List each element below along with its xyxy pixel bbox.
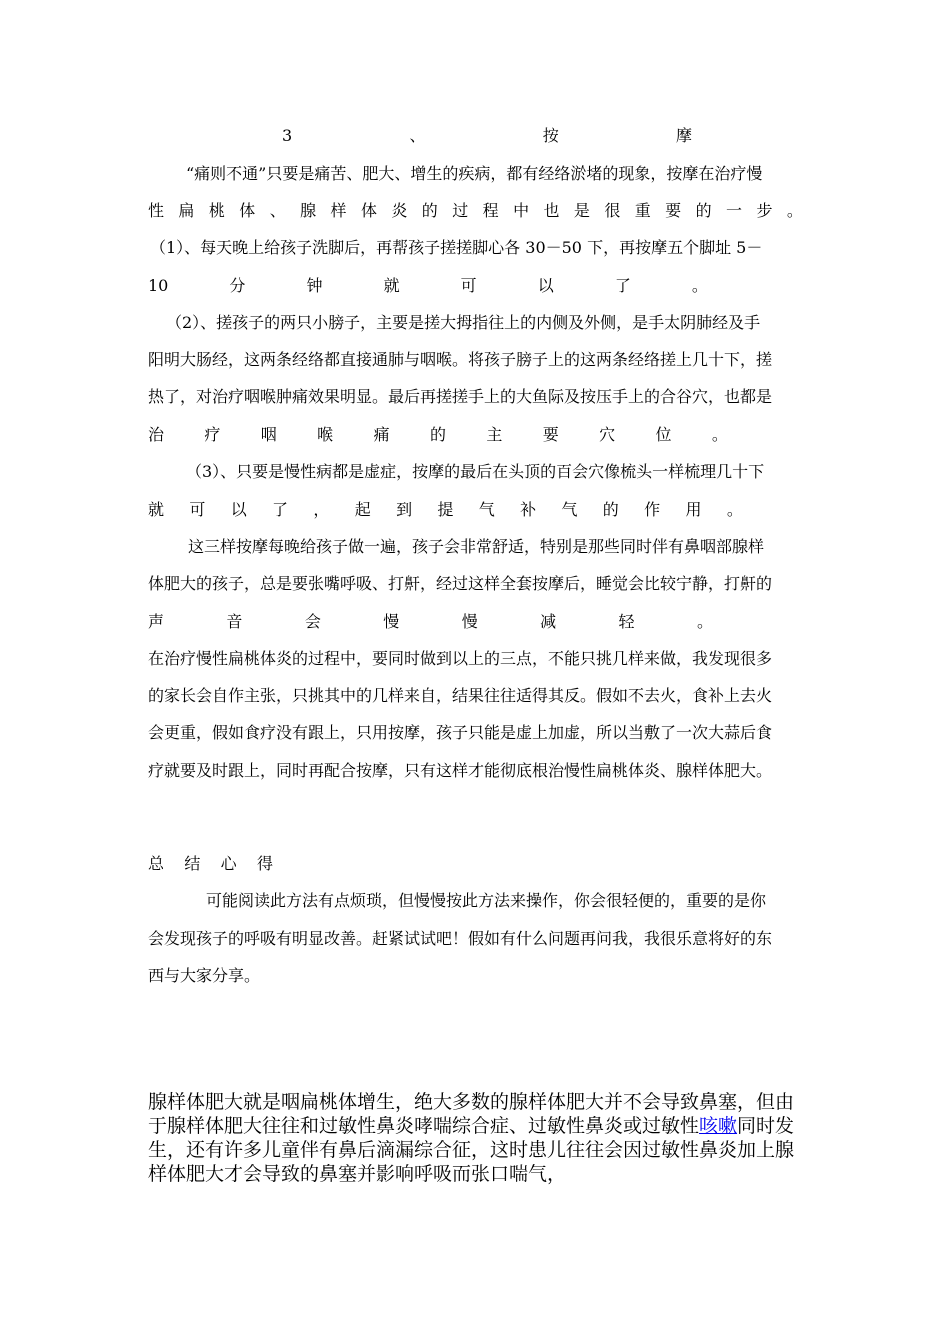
text-char: 一 [726, 201, 743, 220]
paragraph-line: （2）、搓孩子的两只小膀子，主要是搓大拇指往上的内侧及外侧，是手太阴肺经及手 [166, 313, 761, 332]
text-char: 。 [726, 500, 743, 519]
text-char: 分 [229, 276, 246, 295]
section-heading [282, 126, 692, 146]
text-char: 会 [304, 612, 321, 631]
text-char: 用 [685, 500, 702, 519]
text-char: 得 [256, 854, 273, 873]
paragraph-line: 体肥大的孩子，总是要张嘴呼吸、打鼾，经过这样全套按摩后，睡觉会比较宁静，打鼾的 [148, 574, 773, 593]
text-char: 了 [614, 276, 631, 295]
paragraph-line: “痛则不通”只要是痛苦、肥大、增生的疾病，都有经络淤堵的现象，按摩在治疗慢 [186, 164, 763, 183]
text-char: 以 [230, 500, 247, 519]
text-char: 按 [542, 126, 559, 145]
paragraph-line: 腺样体肥大就是咽扁桃体增生，绝大多数的腺样体肥大并不会导致鼻塞，但由 [148, 1091, 795, 1113]
text-char: 补 [520, 500, 537, 519]
text-char: 到 [396, 500, 413, 519]
paragraph-line: 西与大家分享。 [148, 966, 261, 985]
text-char: 声 [148, 612, 165, 631]
paragraph-line [148, 612, 713, 632]
paragraph-line [148, 1114, 803, 1138]
text-char: 慢 [383, 612, 400, 631]
text-char: 样 [330, 201, 347, 220]
paragraph-line: （1）、每天晚上给孩子洗脚后，再帮孩子搓搓脚心各 30－50 下，再按摩五个脚址 5－ [150, 238, 763, 257]
text-char: 过 [452, 201, 469, 220]
text-char: 程 [482, 201, 499, 220]
text-char: 钟 [306, 276, 323, 295]
text-char: 性 [148, 201, 165, 220]
text-char: 以 [537, 276, 554, 295]
text-char: 疗 [204, 425, 221, 444]
text-char: 音 [226, 612, 243, 631]
paragraph-line: 阳明大肠经，这两条经络都直接通肺与咽喉。将孩子膀子上的这两条经络搓上几十下，搓 [148, 350, 773, 369]
text-char: 治 [148, 425, 165, 444]
text-char: 咽 [260, 425, 277, 444]
text-char: 主 [486, 425, 503, 444]
text-char: 结 [184, 854, 201, 873]
text-char: 轻 [618, 612, 635, 631]
text-char: 很 [604, 201, 621, 220]
text-char: 、 [269, 201, 286, 220]
text-char: 气 [561, 500, 578, 519]
paragraph-line: 可能阅读此方法有点烦琐，但慢慢按此方法来操作，你会很轻便的，重要的是你 [206, 891, 767, 910]
text-char: 了 [272, 500, 289, 519]
paragraph-line: 会发现孩子的呼吸有明显改善。赶紧试试吧！假如有什么问题再问我，我很乐意将好的东 [148, 929, 773, 948]
text-char: 位 [655, 425, 672, 444]
text-char: 起 [354, 500, 371, 519]
paragraph-line [148, 201, 803, 221]
text-char: 桃 [208, 201, 225, 220]
cough-link[interactable]: 咳嗽 [699, 1115, 738, 1137]
text-char: 的 [602, 500, 619, 519]
paragraph-line: 这三样按摩每晚给孩子做一遍，孩子会非常舒适，特别是那些同时伴有鼻咽部腺样 [188, 537, 765, 556]
text-char: 。 [786, 201, 803, 220]
text-char: 扁 [178, 201, 195, 220]
text-char: 就 [383, 276, 400, 295]
text-char: 减 [540, 612, 557, 631]
paragraph-text: 于腺样体肥大往往和过敏性鼻炎哮喘综合症、过敏性鼻炎或过敏性 [148, 1115, 700, 1137]
text-char: 的 [421, 201, 438, 220]
paragraph-line: （3）、只要是慢性病都是虚症，按摩的最后在头顶的百会穴像梳头一样梳理几十下 [186, 462, 765, 481]
paragraph-line: 会更重，假如食疗没有跟上，只用按摩，孩子只能是虚上加虚，所以当敷了一次大蒜后食 [148, 723, 773, 742]
text-char: 3 [282, 126, 293, 145]
paragraph-text: 同时发 [737, 1115, 795, 1137]
text-char: 步 [756, 201, 773, 220]
text-char: 也 [543, 201, 560, 220]
text-char: 就 [148, 500, 165, 519]
text-char: 提 [437, 500, 454, 519]
text-char: 是 [573, 201, 590, 220]
text-char: 要 [665, 201, 682, 220]
text-char: 10 [148, 276, 169, 295]
paragraph-line [148, 425, 728, 445]
summary-heading [148, 854, 273, 874]
paragraph-line: 热了，对治疗咽喉肿痛效果明显。最后再搓搓手上的大鱼际及按压手上的合谷穴，也都是 [148, 387, 773, 406]
text-char: 炎 [391, 201, 408, 220]
text-char: 重 [634, 201, 651, 220]
text-char: 体 [360, 201, 377, 220]
text-char: 、 [409, 126, 426, 145]
text-char: 心 [220, 854, 237, 873]
paragraph-line [148, 276, 708, 296]
paragraph-line: 在治疗慢性扁桃体炎的过程中，要同时做到以上的三点，不能只挑几样来做，我发现很多 [148, 649, 773, 668]
paragraph-line [148, 500, 743, 520]
text-char: 。 [711, 425, 728, 444]
text-char: 穴 [599, 425, 616, 444]
text-char: 可 [189, 500, 206, 519]
text-char: 可 [460, 276, 477, 295]
text-char: ， [313, 500, 330, 519]
text-char: 腺 [300, 201, 317, 220]
text-char: 体 [239, 201, 256, 220]
text-char: 作 [644, 500, 661, 519]
text-char: 中 [513, 201, 530, 220]
text-char: 喉 [317, 425, 334, 444]
text-char: 痛 [373, 425, 390, 444]
paragraph-line: 的家长会自作主张，只挑其中的几样来自，结果往往适得其反。假如不去火，食补上去火 [148, 686, 773, 705]
text-char: 摩 [675, 126, 692, 145]
text-char: 要 [542, 425, 559, 444]
paragraph-line: 生，还有许多儿童伴有鼻后滴漏综合征，这时患儿往往会因过敏性鼻炎加上腺 [148, 1139, 795, 1161]
text-char: 慢 [461, 612, 478, 631]
text-char: 总 [148, 854, 165, 873]
paragraph-line: 疗就要及时跟上，同时再配合按摩，只有这样才能彻底根治慢性扁桃体炎、腺样体肥大。 [148, 761, 773, 780]
text-char: 的 [695, 201, 712, 220]
text-char: 气 [478, 500, 495, 519]
text-char: 。 [691, 276, 708, 295]
paragraph-line: 样体肥大才会导致的鼻塞并影响呼吸而张口喘气， [148, 1163, 567, 1185]
text-char: 。 [696, 612, 713, 631]
text-char: 的 [429, 425, 446, 444]
